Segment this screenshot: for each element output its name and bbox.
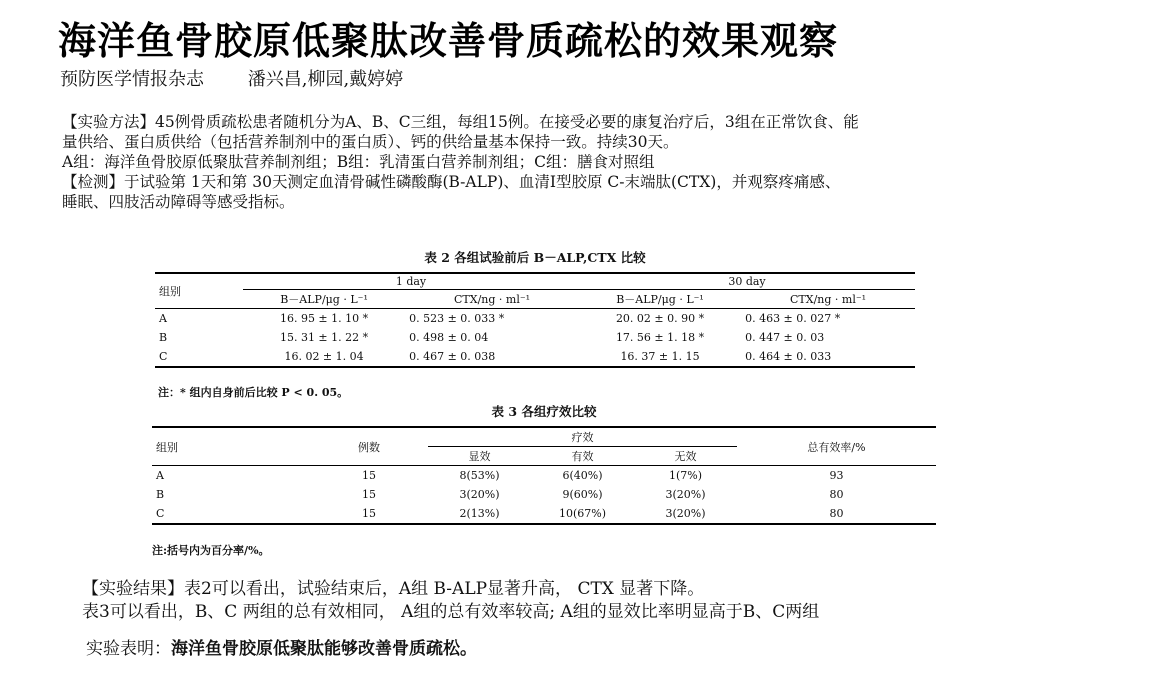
table-cell: 16. 37 ± 1. 15: [620, 350, 700, 363]
table-cell: 0. 447 ± 0. 03: [745, 331, 825, 344]
table-3-col-marked: 显效: [428, 447, 531, 466]
table-cell: 8(53%): [459, 469, 500, 482]
conclusion: [86, 634, 477, 659]
table-cell: 93: [829, 469, 844, 482]
methods-line-1: 【实验方法】45例骨质疏松患者随机分为A、B、C三组，每组15例。在接受必要的康复治疗后，3组在正常饮食、能: [62, 113, 859, 131]
table-3-col-none: 无效: [634, 447, 737, 466]
conclusion-text: 海洋鱼骨胶原低聚肽能够改善骨质疏松。: [171, 639, 477, 659]
table-cell: 15: [362, 488, 376, 501]
table-3-note: 注:括号内为百分率/%。: [152, 544, 270, 557]
table-cell: B: [156, 488, 165, 501]
table-3-grid: [152, 426, 936, 525]
table-2-day1-header: 1 day: [243, 273, 579, 290]
table-cell: 16. 02 ± 1. 04: [284, 350, 364, 363]
table-cell: C: [156, 507, 165, 520]
table-cell: 0. 463 ± 0. 027 *: [745, 312, 841, 325]
table-2-day30-header: 30 day: [579, 273, 915, 290]
table-cell: 17. 56 ± 1. 18 *: [615, 331, 705, 344]
table-cell: 6(40%): [562, 469, 603, 482]
methods-line-2: 量供给、蛋白质供给（包括营养制剂中的蛋白质）、钙的供给量基本保持一致。持续30天。: [62, 133, 679, 151]
authors: 潘兴昌,柳园,戴婷婷: [247, 69, 404, 90]
table-3: [152, 402, 936, 525]
table-row: [155, 309, 915, 329]
methods-line-3: A组：海洋鱼骨胶原低聚肽营养制剂组；B组：乳清蛋白营养制剂组；C组：膳食对照组: [62, 153, 655, 171]
table-3-col-total: 总有效率/%: [737, 427, 936, 466]
table-row: [152, 485, 936, 504]
table-cell: 1(7%): [668, 469, 703, 482]
page-title: 海洋鱼骨胶原低聚肽改善骨质疏松的效果观察: [58, 18, 839, 63]
table-3-col-effect: 疗效: [428, 427, 737, 447]
table-cell: 2(13%): [459, 507, 500, 520]
table-cell: A: [159, 312, 167, 325]
table-3-col-count: 例数: [310, 427, 428, 466]
table-3-col-group: 组别: [152, 427, 310, 466]
table-cell: 3(20%): [665, 488, 706, 501]
table-cell: 15: [362, 507, 376, 520]
detection-line-2: 睡眠、四肢活动障碍等感受指标。: [62, 193, 295, 211]
table-cell: A: [156, 469, 164, 482]
table-cell: 15. 31 ± 1. 22 *: [279, 331, 369, 344]
table-cell: 0. 498 ± 0. 04: [409, 331, 489, 344]
table-2-note: 注：* 组内自身前后比较 P < 0. 05。: [158, 386, 349, 399]
results-line-1: 【实验结果】表2可以看出，试验结束后，A组 B-ALP显著升高， CTX 显著下降。: [82, 579, 705, 599]
table-row: [152, 466, 936, 486]
table-cell: 80: [829, 507, 844, 520]
table-cell: 10(67%): [558, 507, 607, 520]
table-cell: 9(60%): [562, 488, 603, 501]
table-cell: 15: [362, 469, 376, 482]
results-line-2: 表3可以看出，B、C 两组的总有效相同， A组的总有效率较高; A组的显效比率明显高于B、C两组: [82, 602, 820, 622]
table-row: [152, 504, 936, 524]
table-2-col-ctx-30: CTX/ng · ml⁻¹: [741, 290, 915, 309]
source-line: [60, 65, 403, 91]
table-2-col-ctx-1: CTX/ng · ml⁻¹: [405, 290, 579, 309]
table-3-caption: 表 3 各组疗效比较: [491, 404, 597, 419]
methods-section: [62, 112, 1132, 212]
table-cell: 3(20%): [459, 488, 500, 501]
table-2-header-row-2: [155, 290, 915, 309]
table-2-caption: 表 2 各组试验前后 B－ALP,CTX 比较: [424, 250, 646, 265]
table-2: [155, 248, 915, 368]
table-cell: 0. 523 ± 0. 033 *: [409, 312, 505, 325]
table-2-group-header: 组别: [155, 273, 243, 309]
table-cell: 80: [829, 488, 844, 501]
table-cell: C: [159, 350, 168, 363]
table-2-header-row-1: [155, 273, 915, 290]
table-3-header-row-1: [152, 427, 936, 447]
detection-line-1: 【检测】于试验第 1天和第 30天测定血清骨碱性磷酸酶(B-ALP)、血清I型胶原 C-末端肽(CTX)，并观察疼痛感、: [62, 173, 841, 191]
journal-name: 预防医学情报杂志: [60, 69, 204, 90]
table-2-col-balp-1: B－ALP/μg · L⁻¹: [243, 290, 405, 309]
conclusion-prefix: 实验表明：: [86, 639, 171, 659]
table-cell: B: [159, 331, 168, 344]
table-row: [155, 328, 915, 347]
table-cell: 0. 464 ± 0. 033: [745, 350, 832, 363]
results-section: [82, 578, 1142, 624]
table-cell: 16. 95 ± 1. 10 *: [279, 312, 369, 325]
table-cell: 20. 02 ± 0. 90 *: [615, 312, 705, 325]
table-cell: 0. 467 ± 0. 038: [409, 350, 496, 363]
table-2-grid: [155, 272, 915, 368]
table-row: [155, 347, 915, 367]
table-cell: 3(20%): [665, 507, 706, 520]
table-3-col-effective: 有效: [531, 447, 634, 466]
table-2-col-balp-30: B－ALP/μg · L⁻¹: [579, 290, 741, 309]
